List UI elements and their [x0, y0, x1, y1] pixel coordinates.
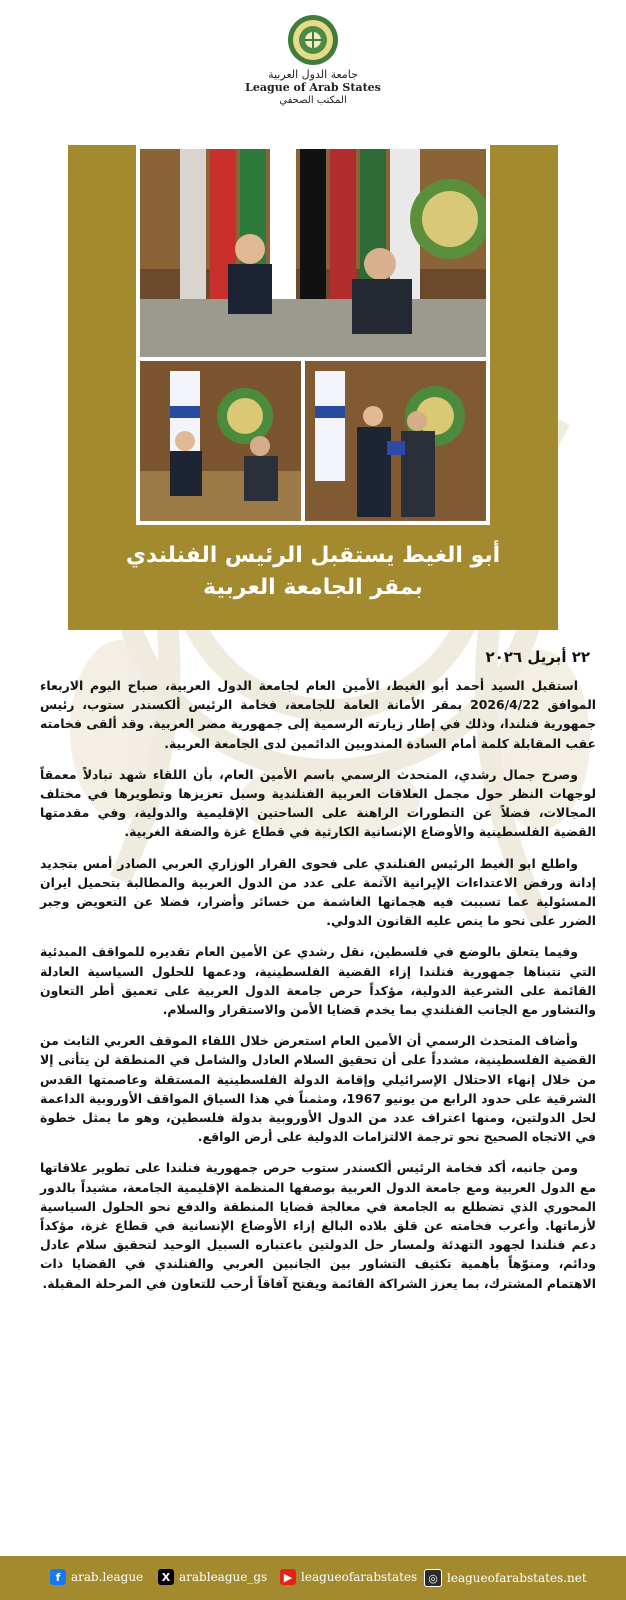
meeting-photo [140, 149, 486, 357]
gift-photo [305, 361, 486, 521]
headline-title [68, 540, 558, 604]
x-handle: arableague_gs [179, 1570, 268, 1584]
article-body [40, 676, 596, 1305]
header-logo-block [0, 14, 626, 107]
website-url: leagueofarabstates.net [447, 1571, 587, 1585]
headline-line-2: بمقر الجامعة العربية [203, 575, 423, 600]
org-name-arabic: جامعة الدول العربية [268, 68, 358, 81]
headline-line-1: أبو الغيط يستقبل الرئيس الفنلندي [125, 543, 501, 568]
paragraph: واطلع ابو الغيط الرئيس الفنلندي على فحوى القرار الوزاري العربي الصادر أمس بتجديد إدانة ورفض الاعتداءات الإيرانية الآثمة على عدد من الدول العربية والمطالبة بتحميل ايران المسئولية عما تسببت فيه هجماتها الغاشمة من خسائر وأضرار، فضلا عن التعويض وجبر الضرر على نحو ما ينص عليه القانون الدولي. [40, 855, 596, 929]
facebook-handle: arab.league [71, 1570, 144, 1584]
facebook-link[interactable] [50, 1569, 143, 1585]
article-date: ٢٢ أبريل ٢٠٢٦ [485, 648, 590, 666]
globe-icon: ◎ [424, 1569, 442, 1587]
paragraph: وصرح جمال رشدي، المتحدث الرسمي باسم الأمين العام، بأن اللقاء شهد تبادلاً معمقاً لوجهات النظر حول مجمل العلاقات العربية الفنلندية وسبل تعزيزها وتطويرها في مختلف المجالات، فضلاً عن التطورات الراهنة على الساحتين الإقليمية والدولية، وفي مقدمتها القضية الفلسطينية والأوضاع الإنسانية الكارثية في قطاع غزة والضفة الغربية. [40, 766, 596, 840]
league-seal-logo [287, 14, 339, 66]
youtube-icon: ▶ [280, 1569, 296, 1585]
social-footer [0, 1556, 626, 1600]
headline-banner [68, 145, 558, 630]
paragraph: وأضاف المتحدث الرسمي أن الأمين العام استعرض خلال اللقاء الموقف العربي الثابت من القضية الفلسطينية، مشدداً على أن تحقيق السلام العادل والشامل في المنطقة لن يتأتى إلا من خلال إنهاء الاحتلال الإسرائيلي وإقامة الدولة الفلسطينية المستقلة وعاصمتها القدس الشرقية على حدود الرابع من يونيو 1967، ومثمناً في هذا السياق المواقف الأوروبية الداعمة لحل الدولتين، ومنها اعتراف عدد من الدول الأوروبية بدولة فلسطين، وهو ما يمثل خطوة في الاتجاه الصحيح نحو ترجمة الالتزامات الدولية على أرض الواقع. [40, 1033, 596, 1145]
paragraph: وفيما يتعلق بالوضع في فلسطين، نقل رشدي عن الأمين العام تقديره للمواقف المبدئية التي تتبناها جمهورية فنلندا إزاء القضية الفلسطينية، ودعمها للحلول السياسية العادلة القائمة على الشرعية الدولية، مؤكداً حرص جامعة الدول العربية على تعميق أطر التعاون والتشاور مع الجانب الفنلندي بما يخدم قضايا الأمن والاستقرار والسلام. [40, 944, 596, 1018]
paragraph: استقبل السيد أحمد أبو الغيط، الأمين العام لجامعة الدول العربية، صباح اليوم الاربعاء الموافق 2026/4/22 بمقر الأمانة العامة للجامعة، فخامة الرئيس ألكسندر ستوب، رئيس جمهورية فنلندا، وذلك في إطار زيارته الرسمية إلى جمهورية مصر العربية. وقد ألقى فخامته عقب المقابلة كلمة أمام السادة المندوبين الدائمين لدى الجامعة العربية. [40, 678, 596, 751]
website-link[interactable] [424, 1569, 587, 1587]
x-icon: X [158, 1569, 174, 1585]
facebook-icon: f [50, 1569, 66, 1585]
press-office-label: المكتب الصحفي [279, 95, 347, 106]
x-link[interactable] [158, 1569, 267, 1585]
photo-collage [136, 145, 490, 525]
youtube-link[interactable] [280, 1569, 417, 1585]
paragraph: ومن جانبه، أكد فخامة الرئيس ألكسندر ستوب حرص جمهورية فنلندا على تطوير علاقاتها مع الدول العربية ومع جامعة الدول العربية بوصفها المنظمة الإقليمية الجامعة، مشيداً بالدور المحوري الذي تضطلع به الجامعة في معالجة قضايا المنطقة والدفع نحو الحلول السياسية لأزماتها. وأعرب فخامته عن قلق بلاده البالغ إزاء الأوضاع الإنسانية في قطاع غزة، مؤكداً دعم فنلندا لجهود التهدئة ولمسار حل الدولتين باعتباره السبيل الوحيد لتحقيق سلام عادل ودائم، ومنوّهاً بأهمية تكثيف التشاور بين الجانبين العربي والفنلندي في القضايا ذات الاهتمام المشترك، بما يعزز الشراكة القائمة ويفتح آفاقاً أرحب للتعاون في المرحلة المقبلة. [40, 1160, 596, 1291]
seated-photo [140, 361, 301, 521]
org-name-english: League of Arab States [245, 81, 381, 94]
youtube-handle: leagueofarabstates [301, 1570, 418, 1584]
